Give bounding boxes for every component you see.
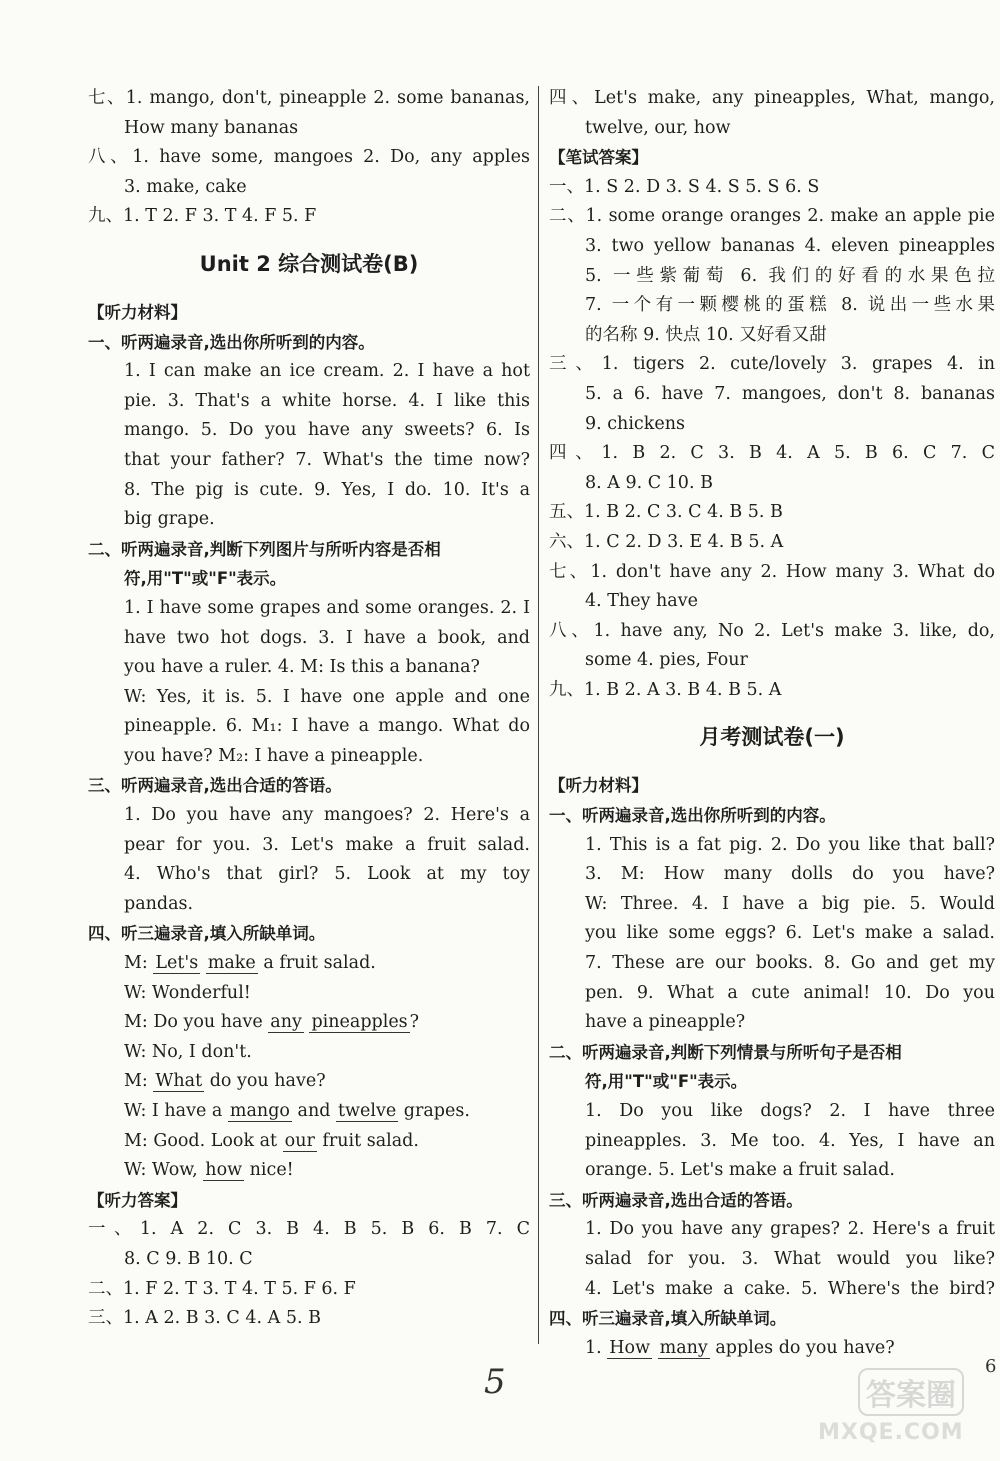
section-title-unit2b: Unit 2 综合测试卷(B) (199, 251, 419, 276)
text-line: 3. M: How many dolls do you have? (585, 864, 995, 885)
text-line: mango. 5. Do you have any sweets? 6. Is (124, 420, 530, 441)
answer-line: twelve, our, how (585, 117, 731, 138)
fill-blank-line (549, 1334, 995, 1364)
question-heading: 二、听两遍录音,判断下列图片与所听内容是否相 (88, 539, 441, 559)
dialogue-line (88, 1067, 530, 1097)
page-number: 5 (484, 1362, 506, 1402)
question-heading: 符,用"T"或"F"表示。 (585, 1072, 748, 1092)
question-heading: 一、听两遍录音,选出你所听到的内容。 (549, 806, 836, 826)
text-line: 7. These are our books. 8. Go and get my (585, 953, 995, 974)
text-line: pear for you. 3. Let's make a fruit salad. (124, 834, 530, 855)
left-column (88, 84, 530, 1334)
dialogue-text: a fruit salad. (257, 953, 376, 974)
filled-blank: many (659, 1337, 708, 1358)
text-line: have two hot dogs. 3. I have a book, and (124, 627, 530, 648)
written-answer-heading: 【笔试答案】 (549, 148, 648, 168)
text-line: salad for you. 3. What would you like? (585, 1248, 995, 1269)
dialogue-line (88, 949, 530, 979)
answer-line: 八、1. have any, No 2. Let's make 3. like, do, (549, 620, 995, 641)
text-line: 1. I can make an ice cream. 2. I have a hot (124, 361, 530, 382)
listening-material-heading: 【听力材料】 (88, 302, 187, 322)
dialogue-text: M: Do you have (124, 1012, 269, 1033)
text-line: pineapples. 3. Me too. 4. Yes, I have an (585, 1130, 995, 1151)
answer-line: 六、1. C 2. D 3. E 4. B 5. A (549, 531, 784, 552)
text-line: 1. Do you have any mangoes? 2. Here's a (124, 805, 530, 826)
text-line: you have a ruler. 4. M: Is this a banana? (124, 657, 480, 678)
question-heading: 三、听两遍录音,选出合适的答语。 (549, 1190, 803, 1210)
dialogue-text: fruit salad. (316, 1130, 419, 1151)
text-line: 4. Who's that girl? 5. Look at my toy (124, 864, 530, 885)
question-heading: 二、听两遍录音,判断下列情景与所听句子是否相 (549, 1042, 902, 1062)
dialogue-line (88, 1127, 530, 1157)
answer-line: some 4. pies, Four (585, 650, 748, 671)
text-line: pie. 3. That's a white horse. 4. I like this (124, 390, 530, 411)
filled-blank: make (207, 953, 256, 974)
text-line: you like some eggs? 6. Let's make a salad. (585, 923, 995, 944)
answer-line: 5. 一些紫葡萄 6. 我们的好看的水果色拉 (585, 265, 995, 286)
text-line: 8. The pig is cute. 9. Yes, I do. 10. It's a (124, 479, 530, 500)
dialogue-line (88, 1008, 530, 1038)
answer-line: How many bananas (124, 117, 299, 138)
dialogue-line (88, 1097, 530, 1127)
dialogue-text: W: Wow, (124, 1160, 204, 1181)
question-heading: 三、听两遍录音,选出合适的答语。 (88, 776, 342, 796)
answer-line: 九、1. T 2. F 3. T 4. F 5. F (88, 206, 317, 227)
answer-line: 3. make, cake (124, 176, 247, 197)
text-line: 4. Let's make a cake. 5. Where's the bird? (585, 1278, 995, 1299)
text-line: big grape. (124, 509, 215, 530)
dialogue-line (88, 1156, 530, 1186)
watermark-logo: 答案圈 (858, 1368, 964, 1416)
answer-line: 七、1. mango, don't, pineapple 2. some bananas, (88, 88, 530, 108)
text-line: 1. I have some grapes and some oranges. 2. I (124, 597, 530, 618)
answer-line: 8. A 9. C 10. B (585, 472, 713, 493)
speaker: M: (124, 953, 154, 974)
question-heading: 四、听三遍录音,填入所缺单词。 (549, 1309, 787, 1329)
text-line: 1. Do you like dogs? 2. I have three (585, 1101, 995, 1121)
watermark (818, 1368, 996, 1454)
text-line: 1. This is a fat pig. 2. Do you like that ball? (585, 834, 995, 855)
filled-blank: Let's (155, 953, 199, 974)
filled-blank: how (205, 1160, 243, 1181)
text-line: pen. 9. What a cute animal! 10. Do you (585, 982, 995, 1003)
text-line: that your father? 7. What's the time now? (124, 449, 530, 470)
text-line: pandas. (124, 893, 194, 914)
answer-line: 7. 一个有一颗樱桃的蛋糕 8. 说出一些水果 (585, 295, 995, 316)
answer-line: 七、1. don't have any 2. How many 3. What do (549, 561, 995, 582)
dialogue-text: grapes. (398, 1101, 470, 1121)
answer-line: 5. a 6. have 7. mangoes, don't 8. bananas (585, 383, 995, 404)
text-line: you have? M₂: I have a pineapple. (124, 745, 424, 766)
filled-blank: our (284, 1130, 315, 1151)
answer-line: 二、1. F 2. T 3. T 4. T 5. F 6. F (88, 1278, 356, 1299)
dialogue-line: W: No, I don't. (124, 1041, 252, 1062)
filled-blank: mango (229, 1101, 290, 1121)
listening-material-heading: 【听力材料】 (549, 776, 648, 796)
right-column (549, 84, 995, 1363)
filled-blank: twelve (338, 1101, 397, 1121)
text-line: orange. 5. Let's make a fruit salad. (585, 1160, 895, 1181)
dialogue-text: ? (409, 1012, 420, 1033)
answer-line: 九、1. B 2. A 3. B 4. B 5. A (549, 679, 782, 700)
answer-line: 五、1. B 2. C 3. C 4. B 5. B (549, 502, 783, 523)
answer-line: 3. two yellow bananas 4. eleven pineapples (585, 235, 995, 256)
answer-line: 八、1. have some, mangoes 2. Do, any apples (88, 147, 530, 168)
sentence-text: apples do you have? (709, 1337, 895, 1358)
item-number: 1. (585, 1337, 608, 1358)
question-heading: 一、听两遍录音,选出你所听到的内容。 (88, 332, 375, 352)
question-heading: 四、听三遍录音,填入所缺单词。 (88, 924, 326, 944)
text-line: W: Yes, it is. 5. I have one apple and one (124, 686, 530, 707)
answer-line: 一、1. S 2. D 3. S 4. S 5. S 6. S (549, 176, 820, 197)
filled-blank: any (270, 1012, 302, 1033)
question-heading: 符,用"T"或"F"表示。 (124, 569, 287, 589)
listening-answer-heading: 【听力答案】 (88, 1190, 187, 1210)
filled-blank: How (609, 1337, 651, 1358)
dialogue-line: W: Wonderful! (124, 982, 251, 1003)
answer-line: 的名称 9. 快点 10. 又好看又甜 (585, 324, 827, 345)
text-line: have a pineapple? (585, 1012, 746, 1033)
answer-line: 4. They have (585, 591, 698, 612)
filled-blank: What (155, 1071, 203, 1092)
dialogue-text: M: Good. Look at (124, 1130, 283, 1151)
dialogue-text: nice! (244, 1160, 294, 1181)
answer-line: 四、1. B 2. C 3. B 4. A 5. B 6. C 7. C (549, 443, 995, 464)
answer-line: 二、1. some orange oranges 2. make an apple pie (549, 206, 995, 227)
text-line: pineapple. 6. M₁: I have a mango. What do (124, 716, 530, 737)
text-line: 1. Do you have any grapes? 2. Here's a fruit (585, 1219, 995, 1240)
text-line: W: Three. 4. I have a big pie. 5. Would (585, 893, 995, 914)
answer-line: 9. chickens (585, 413, 685, 434)
speaker: M: (124, 1071, 154, 1092)
answer-line: 8. C 9. B 10. C (124, 1248, 253, 1269)
answer-line: 三、1. A 2. B 3. C 4. A 5. B (88, 1308, 321, 1329)
answer-line: 四、Let's make, any pineapples, What, mango, (549, 88, 995, 108)
dialogue-text: do you have? (204, 1071, 326, 1092)
answer-line: 一、1. A 2. C 3. B 4. B 5. B 6. B 7. C (88, 1219, 530, 1240)
watermark-url: MXQE.COM (818, 1420, 964, 1445)
filled-blank: pineapples (311, 1012, 408, 1033)
answer-line: 三、1. tigers 2. cute/lovely 3. grapes 4. in (549, 354, 995, 375)
dialogue-text: W: I have a (124, 1101, 228, 1121)
corner-mark: 6 (985, 1356, 997, 1377)
dialogue-text: and (291, 1101, 336, 1121)
column-divider (538, 86, 539, 1344)
section-title-monthly-test: 月考测试卷(一) (699, 725, 845, 750)
